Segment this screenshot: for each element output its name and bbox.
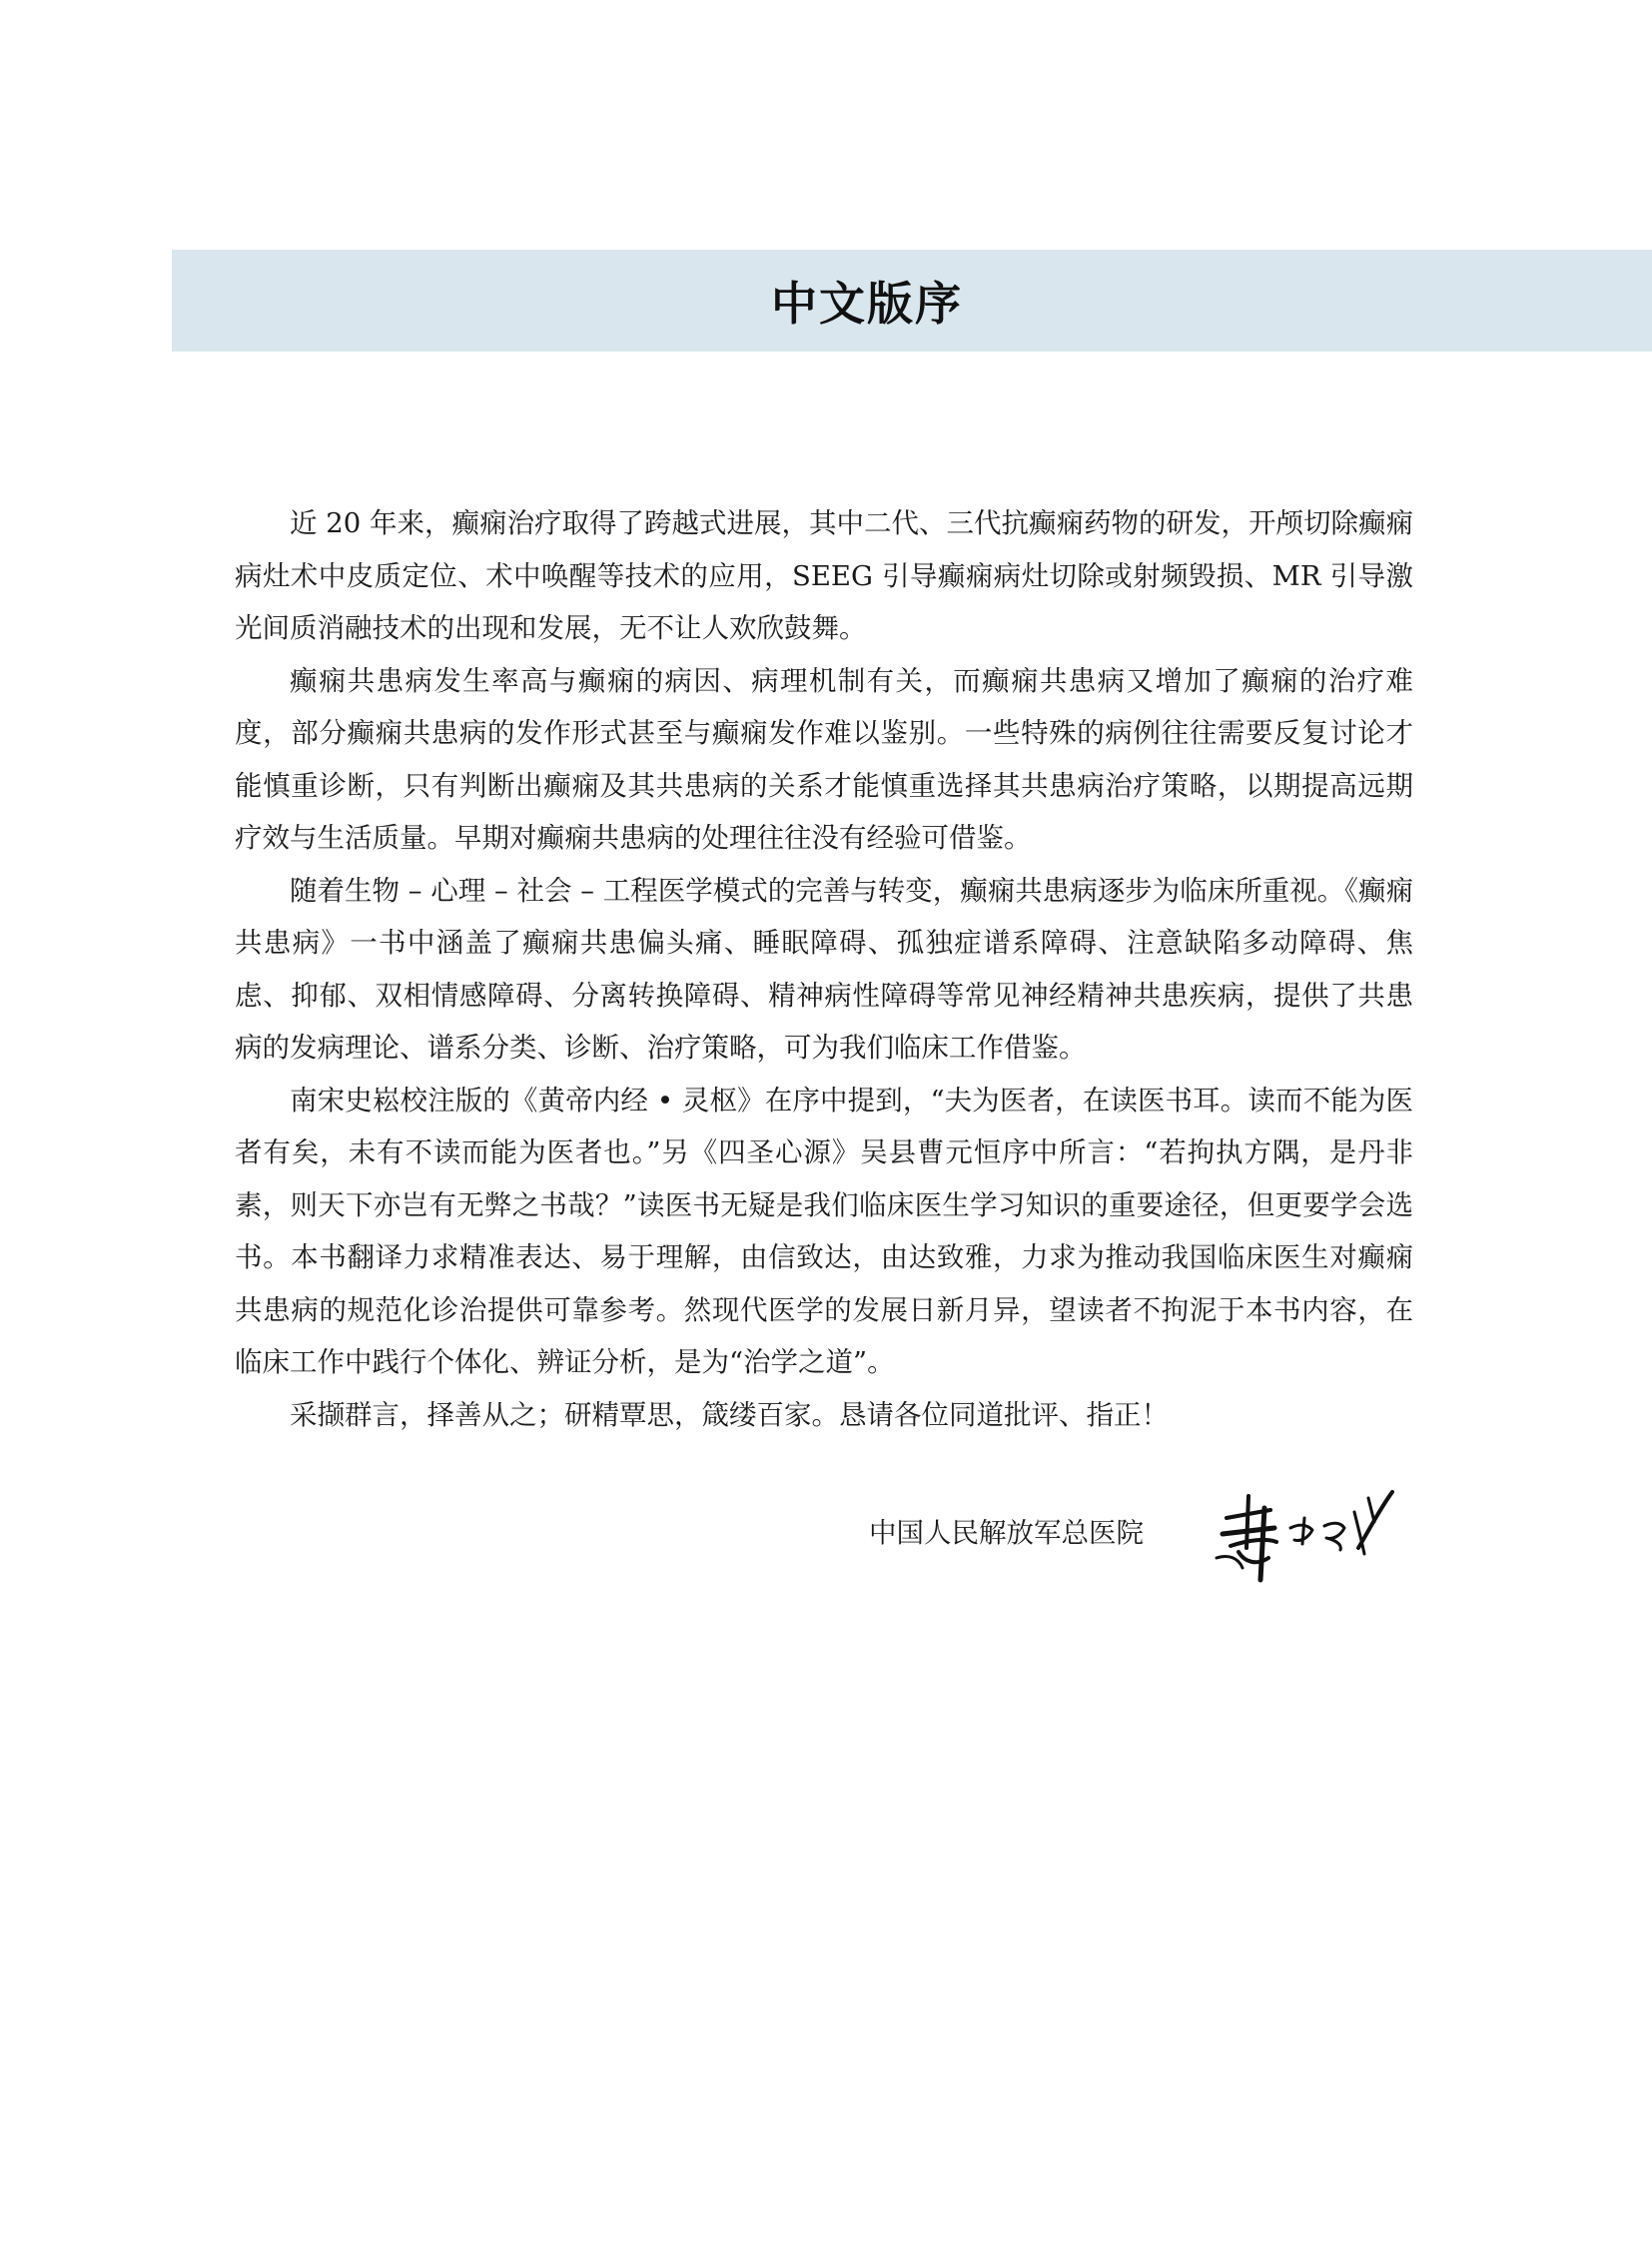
handwritten-signature	[1209, 1488, 1408, 1588]
title-band	[172, 250, 1652, 352]
preface-body	[235, 497, 1413, 1441]
page-title: 中文版序	[771, 277, 963, 331]
paragraph-5: 采撷群言，择善从之；研精覃思，箴缕百家。恳请各位同道批评、指正！	[290, 1398, 1169, 1431]
paragraph-1: 近 20 年来，癫痫治疗取得了跨越式进展，其中二代、三代抗癫痫药物的研发，开颅切除癫痫病灶术中皮质定位、术中唤醒等技术的应用，SEEG 引导癫痫病灶切除或射频毁损、MR 引导激光间质消融技术的出现和发展，无不让人欢欣鼓舞。	[235, 507, 1413, 644]
paragraph-3: 随着生物 – 心理 – 社会 – 工程医学模式的完善与转变，癫痫共患病逐步为临床所重视。《癫痫共患病》一书中涵盖了癫痫共患偏头痛、睡眠障碍、孤独症谱系障碍、注意缺陷多动障碍、焦虑、抑郁、双相情感障碍、分离转换障碍、精神病性障碍等常见神经精神共患疾病，提供了共患病的发病理论、谱系分类、诊断、治疗策略，可为我们临床工作借鉴。	[235, 874, 1413, 1064]
paragraph-2: 癫痫共患病发生率高与癫痫的病因、病理机制有关，而癫痫共患病又增加了癫痫的治疗难度，部分癫痫共患病的发作形式甚至与癫痫发作难以鉴别。一些特殊的病例往往需要反复讨论才能慎重诊断，只有判断出癫痫及其共患病的关系才能慎重选择其共患病治疗策略，以期提高远期疗效与生活质量。早期对癫痫共患病的处理往往没有经验可借鉴。	[235, 664, 1413, 854]
institution-name: 中国人民解放军总医院	[869, 1517, 1144, 1549]
paragraph-4: 南宋史崧校注版的《黄帝内经 • 灵枢》在序中提到，“夫为医者，在读医书耳。读而不能为医者有矣，未有不读而能为医者也。”另《四圣心源》吴县曹元恒序中所言：“若拘执方隅，是丹非素，则天下亦岂有无弊之书哉？”读医书无疑是我们临床医生学习知识的重要途径，但更要学会选书。本书翻译力求精准表达、易于理解，由信致达，由达致雅，力求为推动我国临床医生对癫痫共患病的规范化诊治提供可靠参考。然现代医学的发展日新月异，望读者不拘泥于本书内容，在临床工作中践行个体化、辨证分析，是为“治学之道”。	[235, 1084, 1413, 1378]
signature-block	[869, 1488, 1408, 1598]
